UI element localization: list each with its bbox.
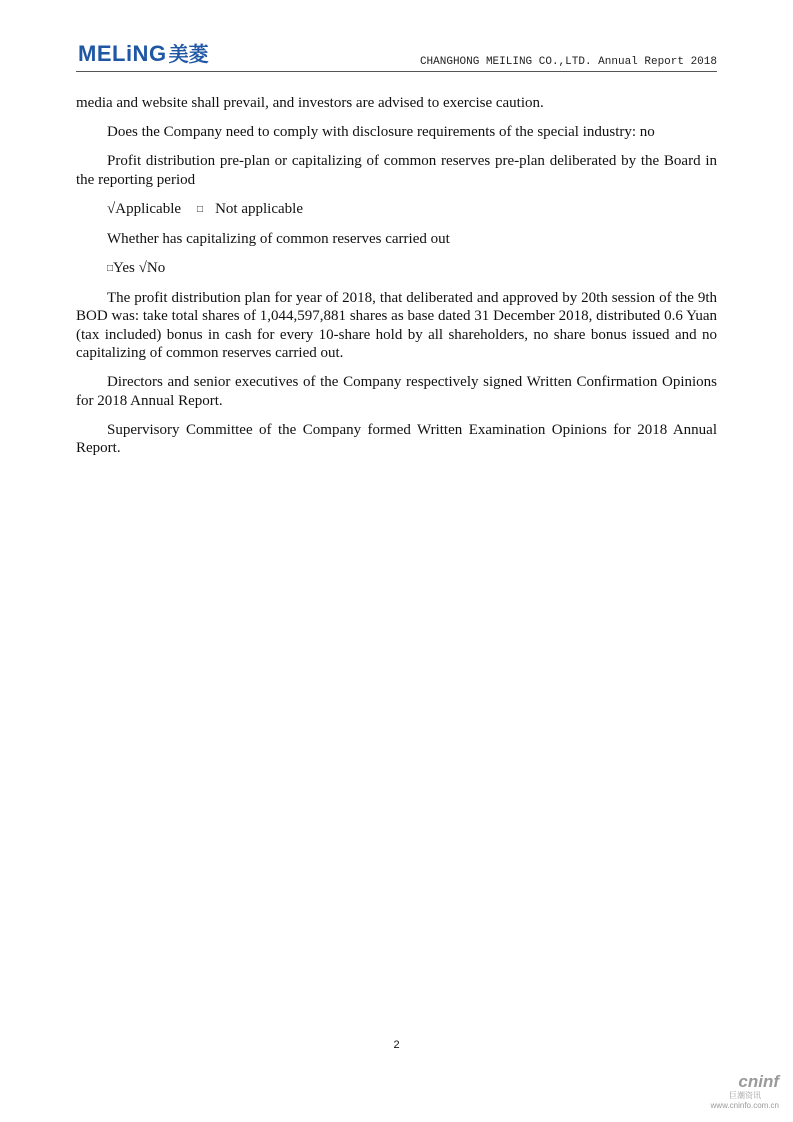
watermark-url: www.cninfo.com.cn: [710, 1101, 779, 1110]
page-content: [76, 94, 717, 468]
paragraph-media-notice: media and website shall prevail, and investors are advised to exercise caution.: [76, 95, 544, 111]
empty-checkbox-icon: □: [197, 203, 204, 215]
empty-checkbox-icon: □: [107, 262, 114, 274]
report-header-title: CHANGHONG MEILING CO.,LTD. Annual Report 2018: [419, 56, 717, 68]
header-divider: [76, 71, 717, 72]
not-applicable-option-label: Not applicable: [215, 200, 303, 217]
paragraph-capitalizing-question: Whether has capitalizing of common reserves carried out: [107, 230, 450, 247]
paragraph-supervisory-opinions: Supervisory Committee of the Company formed Written Examination Opinions for 2018 Annual Report.: [76, 421, 717, 456]
paragraph-directors-confirmation: Directors and senior executives of the Company respectively signed Written Confirmation Opinions for 2018 Annual Report.: [76, 374, 717, 409]
paragraph-profit-distribution-preplan: Profit distribution pre-plan or capitalizing of common reserves pre-plan deliberated by the Board in the reporting period: [76, 153, 717, 188]
paragraph-distribution-plan: The profit distribution plan for year of 2018, that deliberated and approved by 20th session of the 9th BOD was: take total shares of 1,044,597,881 shares as base dated 31 December 2018, distributed 0.6 Yuan (tax included) bonus in cash for every 10-share hold by all shareholders, no share bonus issued and no capitalizing of common reserves carried out.: [76, 289, 717, 361]
watermark-logo: cninf: [738, 1072, 779, 1091]
company-logo: [78, 42, 209, 66]
no-option-label: No: [146, 259, 166, 276]
watermark-chinese-text: 巨潮资讯: [729, 1091, 761, 1100]
applicable-option-label: Applicable: [115, 200, 182, 217]
logo-chinese-text: 美菱: [168, 42, 209, 66]
yes-option-label: Yes: [113, 259, 135, 276]
paragraph-special-industry: Does the Company need to comply with disclosure requirements of the special industry: no: [107, 124, 655, 140]
check-mark-icon: √: [107, 200, 116, 217]
logo-text: MELiNG: [78, 41, 167, 66]
cninfo-watermark: [679, 1073, 779, 1111]
yes-no-options: [76, 259, 717, 279]
check-mark-icon: √: [138, 259, 147, 276]
page-number: 2: [393, 1039, 400, 1051]
applicable-options: [76, 200, 717, 220]
